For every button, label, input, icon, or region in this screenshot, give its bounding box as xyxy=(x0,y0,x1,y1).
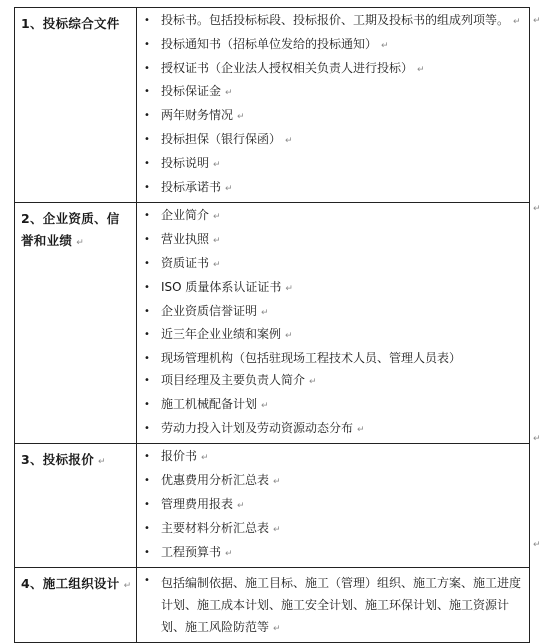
item-list xyxy=(137,444,529,567)
paragraph-mark-icon: ↵ xyxy=(225,88,233,99)
bullet-icon: • xyxy=(144,422,150,434)
row-end-mark-icon: ↵ xyxy=(533,434,541,444)
paragraph-mark-icon: ↵ xyxy=(213,236,221,247)
bullet-icon: • xyxy=(144,398,150,410)
document-table xyxy=(14,7,530,643)
paragraph-mark-icon: ↵ xyxy=(513,17,521,27)
bullet-icon: • xyxy=(144,210,150,222)
bullet-icon: • xyxy=(144,86,150,98)
list-item: • 授权证书（企业法人授权相关负责人进行投标） ↵ xyxy=(137,58,529,82)
paragraph-mark-icon: ↵ xyxy=(201,453,209,464)
paragraph-mark-icon: ↵ xyxy=(273,477,281,488)
list-item: • 企业资质信誉证明 ↵ xyxy=(137,301,529,325)
bullet-icon: • xyxy=(144,257,150,269)
bullet-icon: • xyxy=(144,281,150,293)
item-list xyxy=(137,568,529,642)
bullet-icon: • xyxy=(144,38,150,50)
bullet-icon: • xyxy=(144,234,150,246)
section-title-cell xyxy=(15,8,137,203)
list-item: • 管理费用报表 ↵ xyxy=(137,494,529,518)
list-item: • 现场管理机构（包括驻现场工程技术人员、管理人员表） xyxy=(137,348,529,370)
list-item: • 工程预算书 ↵ xyxy=(137,542,529,566)
bullet-icon: • xyxy=(144,133,150,145)
bullet-icon: • xyxy=(144,546,150,558)
section-row-1 xyxy=(15,8,530,203)
row-end-mark-icon: ↵ xyxy=(533,540,541,550)
item-list xyxy=(137,203,529,443)
section-title: 1、投标综合文件 xyxy=(21,16,120,31)
list-item: • 投标担保（银行保函） ↵ xyxy=(137,129,529,153)
bullet-icon: • xyxy=(144,181,150,193)
section-items-cell xyxy=(137,203,530,444)
list-item: • 两年财务情况 ↵ xyxy=(137,105,529,129)
paragraph-mark-icon: ↵ xyxy=(225,183,233,194)
list-item: • 劳动力投入计划及劳动资源动态分布 ↵ xyxy=(137,418,529,442)
bullet-icon: • xyxy=(144,374,150,386)
list-item: • 包括编制依据、施工目标、施工（管理）组织、施工方案、施工进度计划、施工成本计划、施工安全计划、施工环保计划、施工资源计划、施工风险防范等 ↵ xyxy=(137,570,529,640)
paragraph-mark-icon: ↵ xyxy=(285,283,293,294)
paragraph-mark-icon: ↵ xyxy=(285,135,293,146)
paragraph-mark-icon: ↵ xyxy=(309,376,317,387)
paragraph-mark-icon: ↵ xyxy=(357,424,365,435)
paragraph-mark-icon: ↵ xyxy=(381,40,389,51)
paragraph-mark-icon: ↵ xyxy=(417,64,425,75)
section-items-cell xyxy=(137,8,530,203)
paragraph-mark-icon: ↵ xyxy=(98,457,106,468)
paragraph-mark-icon: ↵ xyxy=(225,548,233,559)
bullet-icon: • xyxy=(144,157,150,169)
bullet-icon: • xyxy=(144,305,150,317)
list-item: • 投标保证金 ↵ xyxy=(137,81,529,105)
section-title-cell xyxy=(15,203,137,444)
section-title-cell xyxy=(15,568,137,643)
paragraph-mark-icon: ↵ xyxy=(237,500,245,511)
bullet-icon: • xyxy=(144,62,150,74)
paragraph-mark-icon: ↵ xyxy=(261,307,269,318)
item-list xyxy=(137,8,529,202)
list-item: • 资质证书 ↵ xyxy=(137,253,529,277)
row-end-mark-icon: ↵ xyxy=(533,16,541,26)
list-item: • 营业执照 ↵ xyxy=(137,229,529,253)
paragraph-mark-icon: ↵ xyxy=(213,159,221,170)
bullet-icon: • xyxy=(144,329,150,341)
paragraph-mark-icon: ↵ xyxy=(273,524,281,535)
paragraph-mark-icon: ↵ xyxy=(261,400,269,411)
paragraph-mark-icon: ↵ xyxy=(213,212,221,223)
row-end-mark-icon: ↵ xyxy=(533,204,541,214)
section-row-3 xyxy=(15,444,530,568)
list-item: • 投标承诺书 ↵ xyxy=(137,177,529,201)
list-item: • 投标说明 ↵ xyxy=(137,153,529,177)
list-item: • 近三年企业业绩和案例 ↵ xyxy=(137,324,529,348)
bullet-icon: • xyxy=(144,522,150,534)
list-item: • 投标书。包括投标标段、投标报价、工期及投标书的组成列项等。 ↵ xyxy=(137,10,529,34)
bullet-icon: • xyxy=(144,575,150,587)
bullet-icon: • xyxy=(144,451,150,463)
section-title: 3、投标报价 ↵ xyxy=(21,452,106,468)
paragraph-mark-icon: ↵ xyxy=(213,259,221,270)
bullet-icon: • xyxy=(144,353,150,365)
section-row-4 xyxy=(15,568,530,643)
bullet-icon: • xyxy=(144,475,150,487)
list-item: • 施工机械配备计划 ↵ xyxy=(137,394,529,418)
section-items-cell xyxy=(137,444,530,568)
list-item: • ISO 质量体系认证证书 ↵ xyxy=(137,277,529,301)
list-item: • 报价书 ↵ xyxy=(137,446,529,470)
list-item: • 主要材料分析汇总表 ↵ xyxy=(137,518,529,542)
list-item: • 投标通知书（招标单位发给的投标通知） ↵ xyxy=(137,34,529,58)
section-items-cell xyxy=(137,568,530,643)
list-item: • 优惠费用分析汇总表 ↵ xyxy=(137,470,529,494)
list-item: • 企业简介 ↵ xyxy=(137,205,529,229)
paragraph-mark-icon: ↵ xyxy=(123,581,132,592)
list-item: • 项目经理及主要负责人简介 ↵ xyxy=(137,370,529,394)
section-title: 2、企业资质、信誉和业绩 ↵ xyxy=(21,211,120,249)
paragraph-mark-icon: ↵ xyxy=(237,112,245,123)
paragraph-mark-icon: ↵ xyxy=(76,238,85,249)
section-title: 4、施工组织设计 ↵ xyxy=(21,576,132,592)
paragraph-mark-icon: ↵ xyxy=(285,331,293,342)
paragraph-mark-icon: ↵ xyxy=(273,624,281,635)
section-row-2 xyxy=(15,203,530,444)
bullet-icon: • xyxy=(144,15,150,26)
bullet-icon: • xyxy=(144,498,150,510)
section-title-cell xyxy=(15,444,137,568)
bullet-icon: • xyxy=(144,110,150,122)
